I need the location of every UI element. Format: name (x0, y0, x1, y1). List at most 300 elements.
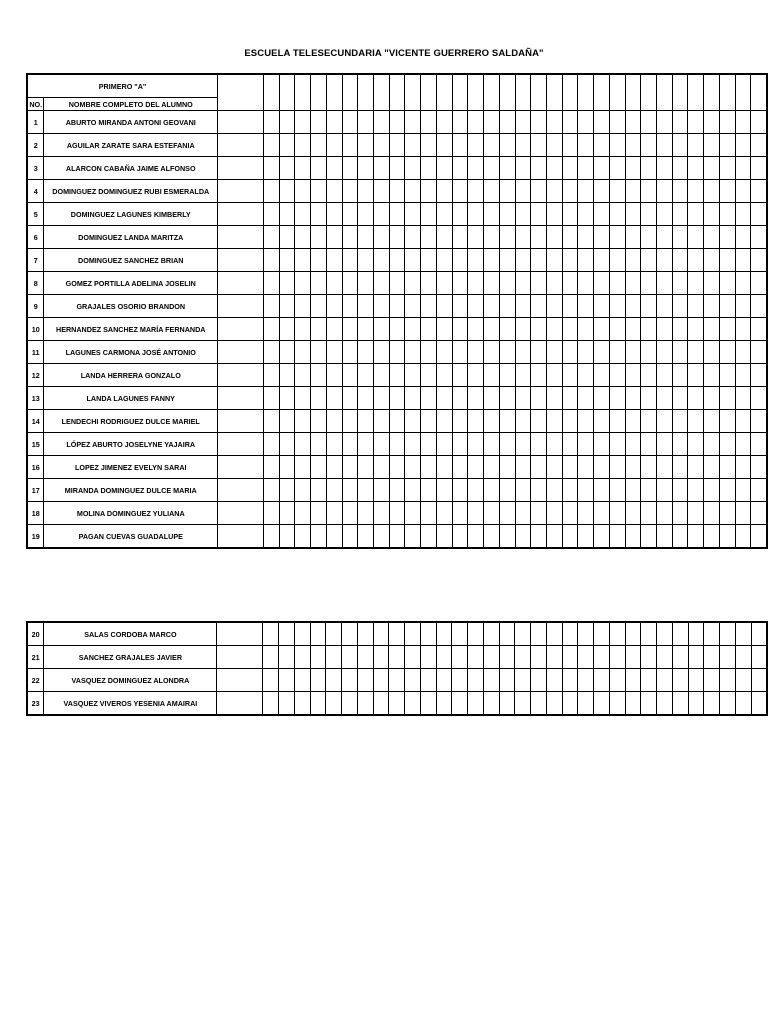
grade-cell[interactable] (483, 622, 499, 646)
grade-cell[interactable] (531, 226, 547, 249)
grade-cell[interactable] (405, 272, 421, 295)
grade-cell[interactable] (735, 203, 751, 226)
blank-header-cell[interactable] (218, 74, 264, 111)
grade-cell[interactable] (499, 364, 515, 387)
grade-cell[interactable] (751, 111, 767, 134)
grade-cell[interactable] (326, 180, 342, 203)
grade-cell[interactable] (609, 295, 625, 318)
grade-cell[interactable] (436, 525, 452, 549)
grade-cell[interactable] (641, 479, 657, 502)
grade-cell[interactable] (641, 646, 657, 669)
grade-cell[interactable] (326, 272, 342, 295)
grade-cell[interactable] (405, 111, 421, 134)
grade-cell[interactable] (468, 502, 484, 525)
grade-cell[interactable] (468, 387, 484, 410)
grade-cell[interactable] (421, 180, 437, 203)
grade-cell[interactable] (468, 646, 484, 669)
grade-cell[interactable] (421, 479, 437, 502)
grade-cell[interactable] (515, 456, 531, 479)
grade-cell[interactable] (751, 180, 767, 203)
grade-cell[interactable] (295, 341, 311, 364)
grade-cell[interactable] (672, 180, 688, 203)
grade-cell[interactable] (311, 272, 327, 295)
grade-cell[interactable] (326, 387, 342, 410)
grade-cell[interactable] (531, 502, 547, 525)
grade-cell[interactable] (405, 341, 421, 364)
grade-cell[interactable] (719, 318, 735, 341)
grade-cell-wide[interactable] (218, 157, 264, 180)
grade-cell[interactable] (468, 111, 484, 134)
grade-cell[interactable] (531, 669, 547, 692)
grade-cell[interactable] (389, 669, 405, 692)
grade-cell[interactable] (373, 646, 389, 669)
grade-cell[interactable] (311, 479, 327, 502)
grade-cell[interactable] (546, 341, 562, 364)
grade-cell[interactable] (672, 387, 688, 410)
grade-cell[interactable] (342, 111, 358, 134)
grade-cell[interactable] (546, 525, 562, 549)
grade-cell[interactable] (594, 180, 610, 203)
grade-cell[interactable] (751, 157, 767, 180)
grade-cell[interactable] (389, 433, 405, 456)
grade-cell[interactable] (656, 157, 672, 180)
grade-cell[interactable] (672, 341, 688, 364)
grade-cell[interactable] (499, 203, 515, 226)
grade-cell-wide[interactable] (218, 134, 264, 157)
grade-cell[interactable] (688, 387, 704, 410)
grade-cell[interactable] (641, 272, 657, 295)
grade-cell[interactable] (735, 249, 751, 272)
grade-cell[interactable] (452, 226, 468, 249)
grade-cell[interactable] (531, 134, 547, 157)
header-blank-cell[interactable] (515, 74, 531, 111)
grade-cell-wide[interactable] (218, 410, 264, 433)
grade-cell[interactable] (468, 249, 484, 272)
grade-cell[interactable] (263, 669, 279, 692)
grade-cell[interactable] (719, 111, 735, 134)
grade-cell[interactable] (264, 203, 280, 226)
grade-cell[interactable] (342, 318, 358, 341)
grade-cell[interactable] (484, 203, 500, 226)
grade-cell[interactable] (295, 157, 311, 180)
grade-cell[interactable] (389, 456, 405, 479)
grade-cell[interactable] (609, 387, 625, 410)
grade-cell[interactable] (704, 433, 720, 456)
grade-cell[interactable] (704, 249, 720, 272)
grade-cell[interactable] (342, 502, 358, 525)
grade-cell[interactable] (389, 157, 405, 180)
grade-cell-wide[interactable] (218, 479, 264, 502)
grade-cell[interactable] (405, 410, 421, 433)
grade-cell[interactable] (326, 669, 342, 692)
grade-cell[interactable] (452, 180, 468, 203)
header-blank-cell[interactable] (578, 74, 594, 111)
grade-cell[interactable] (358, 249, 374, 272)
grade-cell[interactable] (751, 692, 767, 716)
grade-cell[interactable] (484, 479, 500, 502)
grade-cell[interactable] (531, 180, 547, 203)
grade-cell[interactable] (546, 479, 562, 502)
grade-cell[interactable] (578, 180, 594, 203)
grade-cell[interactable] (672, 410, 688, 433)
grade-cell[interactable] (452, 433, 468, 456)
grade-cell[interactable] (358, 502, 374, 525)
grade-cell[interactable] (688, 226, 704, 249)
grade-cell[interactable] (264, 157, 280, 180)
grade-cell[interactable] (484, 387, 500, 410)
grade-cell[interactable] (704, 295, 720, 318)
grade-cell[interactable] (609, 410, 625, 433)
grade-cell[interactable] (358, 479, 374, 502)
grade-cell[interactable] (531, 410, 547, 433)
grade-cell[interactable] (751, 226, 767, 249)
grade-cell[interactable] (656, 433, 672, 456)
grade-cell[interactable] (688, 646, 704, 669)
grade-cell[interactable] (310, 692, 326, 716)
grade-cell[interactable] (704, 646, 720, 669)
grade-cell[interactable] (515, 341, 531, 364)
grade-cell[interactable] (452, 111, 468, 134)
grade-cell-wide[interactable] (218, 502, 264, 525)
grade-cell[interactable] (499, 341, 515, 364)
grade-cell[interactable] (751, 134, 767, 157)
grade-cell[interactable] (688, 364, 704, 387)
grade-cell-wide[interactable] (217, 646, 263, 669)
grade-cell[interactable] (311, 226, 327, 249)
grade-cell[interactable] (389, 387, 405, 410)
grade-cell[interactable] (609, 692, 625, 716)
grade-cell[interactable] (405, 692, 421, 716)
grade-cell[interactable] (452, 479, 468, 502)
grade-cell[interactable] (279, 525, 295, 549)
grade-cell[interactable] (688, 669, 704, 692)
grade-cell[interactable] (373, 692, 389, 716)
grade-cell[interactable] (751, 502, 767, 525)
grade-cell[interactable] (625, 295, 641, 318)
grade-cell[interactable] (342, 249, 358, 272)
grade-cell[interactable] (484, 525, 500, 549)
grade-cell[interactable] (436, 249, 452, 272)
grade-cell[interactable] (279, 318, 295, 341)
header-blank-cell[interactable] (452, 74, 468, 111)
grade-cell[interactable] (452, 692, 468, 716)
grade-cell[interactable] (609, 622, 625, 646)
grade-cell[interactable] (562, 341, 578, 364)
grade-cell[interactable] (578, 479, 594, 502)
grade-cell[interactable] (342, 134, 358, 157)
grade-cell[interactable] (342, 387, 358, 410)
grade-cell[interactable] (751, 410, 767, 433)
grade-cell[interactable] (562, 456, 578, 479)
grade-cell[interactable] (264, 502, 280, 525)
grade-cell[interactable] (562, 433, 578, 456)
grade-cell[interactable] (672, 525, 688, 549)
header-blank-cell[interactable] (389, 74, 405, 111)
grade-cell[interactable] (374, 410, 390, 433)
grade-cell[interactable] (326, 456, 342, 479)
grade-cell[interactable] (578, 341, 594, 364)
grade-cell[interactable] (436, 364, 452, 387)
grade-cell[interactable] (389, 479, 405, 502)
grade-cell[interactable] (358, 157, 374, 180)
grade-cell[interactable] (546, 111, 562, 134)
grade-cell-wide[interactable] (217, 669, 263, 692)
grade-cell[interactable] (374, 134, 390, 157)
grade-cell[interactable] (326, 341, 342, 364)
grade-cell[interactable] (374, 226, 390, 249)
grade-cell[interactable] (484, 502, 500, 525)
grade-cell[interactable] (311, 525, 327, 549)
grade-cell[interactable] (672, 646, 688, 669)
grade-cell[interactable] (735, 226, 751, 249)
grade-cell[interactable] (594, 410, 610, 433)
grade-cell[interactable] (656, 249, 672, 272)
grade-cell[interactable] (672, 364, 688, 387)
grade-cell[interactable] (625, 646, 641, 669)
grade-cell[interactable] (499, 692, 515, 716)
grade-cell-wide[interactable] (218, 295, 264, 318)
grade-cell-wide[interactable] (218, 387, 264, 410)
grade-cell[interactable] (531, 341, 547, 364)
grade-cell[interactable] (264, 249, 280, 272)
grade-cell-wide[interactable] (218, 272, 264, 295)
grade-cell[interactable] (264, 433, 280, 456)
grade-cell[interactable] (421, 203, 437, 226)
grade-cell[interactable] (452, 272, 468, 295)
grade-cell[interactable] (342, 272, 358, 295)
grade-cell[interactable] (625, 226, 641, 249)
header-blank-cell[interactable] (484, 74, 500, 111)
grade-cell[interactable] (609, 502, 625, 525)
grade-cell[interactable] (294, 692, 310, 716)
grade-cell[interactable] (420, 622, 436, 646)
grade-cell[interactable] (704, 387, 720, 410)
grade-cell[interactable] (421, 525, 437, 549)
grade-cell[interactable] (264, 134, 280, 157)
grade-cell[interactable] (421, 456, 437, 479)
grade-cell[interactable] (515, 157, 531, 180)
grade-cell[interactable] (719, 364, 735, 387)
grade-cell[interactable] (499, 502, 515, 525)
grade-cell[interactable] (279, 410, 295, 433)
grade-cell[interactable] (452, 410, 468, 433)
grade-cell[interactable] (421, 410, 437, 433)
grade-cell[interactable] (374, 111, 390, 134)
grade-cell[interactable] (751, 646, 767, 669)
grade-cell[interactable] (374, 249, 390, 272)
grade-cell[interactable] (515, 249, 531, 272)
grade-cell[interactable] (484, 272, 500, 295)
grade-cell[interactable] (609, 134, 625, 157)
grade-cell[interactable] (295, 203, 311, 226)
grade-cell[interactable] (546, 387, 562, 410)
grade-cell[interactable] (279, 180, 295, 203)
grade-cell[interactable] (578, 410, 594, 433)
grade-cell[interactable] (389, 180, 405, 203)
grade-cell[interactable] (562, 669, 578, 692)
grade-cell[interactable] (531, 203, 547, 226)
grade-cell[interactable] (295, 433, 311, 456)
header-blank-cell[interactable] (688, 74, 704, 111)
grade-cell[interactable] (436, 502, 452, 525)
grade-cell[interactable] (358, 433, 374, 456)
grade-cell[interactable] (515, 180, 531, 203)
grade-cell[interactable] (358, 180, 374, 203)
grade-cell[interactable] (374, 479, 390, 502)
grade-cell[interactable] (562, 622, 578, 646)
grade-cell[interactable] (688, 134, 704, 157)
grade-cell[interactable] (531, 622, 547, 646)
grade-cell[interactable] (515, 226, 531, 249)
grade-cell[interactable] (625, 433, 641, 456)
grade-cell[interactable] (484, 111, 500, 134)
grade-cell[interactable] (499, 272, 515, 295)
grade-cell[interactable] (672, 669, 688, 692)
grade-cell[interactable] (310, 669, 326, 692)
grade-cell[interactable] (688, 479, 704, 502)
grade-cell[interactable] (452, 646, 468, 669)
grade-cell[interactable] (421, 111, 437, 134)
grade-cell[interactable] (625, 157, 641, 180)
grade-cell[interactable] (295, 410, 311, 433)
grade-cell[interactable] (468, 272, 484, 295)
grade-cell[interactable] (688, 622, 704, 646)
grade-cell[interactable] (735, 502, 751, 525)
grade-cell[interactable] (578, 111, 594, 134)
header-blank-cell[interactable] (405, 74, 421, 111)
grade-cell[interactable] (342, 226, 358, 249)
grade-cell[interactable] (641, 692, 657, 716)
grade-cell[interactable] (468, 295, 484, 318)
grade-cell[interactable] (735, 318, 751, 341)
grade-cell[interactable] (546, 433, 562, 456)
grade-cell[interactable] (436, 410, 452, 433)
grade-cell[interactable] (436, 622, 452, 646)
grade-cell[interactable] (295, 364, 311, 387)
grade-cell[interactable] (657, 646, 673, 669)
grade-cell[interactable] (719, 479, 735, 502)
grade-cell[interactable] (311, 203, 327, 226)
grade-cell[interactable] (421, 433, 437, 456)
grade-cell[interactable] (295, 295, 311, 318)
grade-cell[interactable] (452, 318, 468, 341)
grade-cell[interactable] (625, 111, 641, 134)
grade-cell[interactable] (452, 502, 468, 525)
header-blank-cell[interactable] (719, 74, 735, 111)
grade-cell[interactable] (389, 249, 405, 272)
grade-cell[interactable] (264, 111, 280, 134)
grade-cell[interactable] (531, 433, 547, 456)
grade-cell[interactable] (704, 525, 720, 549)
grade-cell[interactable] (326, 692, 342, 716)
grade-cell[interactable] (562, 272, 578, 295)
grade-cell[interactable] (295, 111, 311, 134)
grade-cell[interactable] (751, 479, 767, 502)
grade-cell[interactable] (405, 622, 421, 646)
grade-cell[interactable] (374, 318, 390, 341)
grade-cell[interactable] (279, 249, 295, 272)
grade-cell[interactable] (672, 692, 688, 716)
grade-cell[interactable] (515, 479, 531, 502)
grade-cell[interactable] (672, 433, 688, 456)
grade-cell[interactable] (641, 410, 657, 433)
grade-cell[interactable] (546, 692, 562, 716)
grade-cell[interactable] (546, 157, 562, 180)
grade-cell[interactable] (326, 364, 342, 387)
grade-cell[interactable] (420, 669, 436, 692)
grade-cell[interactable] (688, 249, 704, 272)
grade-cell[interactable] (263, 622, 279, 646)
grade-cell[interactable] (720, 692, 736, 716)
grade-cell[interactable] (562, 157, 578, 180)
grade-cell[interactable] (436, 295, 452, 318)
grade-cell[interactable] (656, 180, 672, 203)
grade-cell[interactable] (735, 157, 751, 180)
grade-cell[interactable] (594, 525, 610, 549)
grade-cell[interactable] (358, 295, 374, 318)
grade-cell[interactable] (594, 134, 610, 157)
grade-cell[interactable] (578, 272, 594, 295)
grade-cell[interactable] (719, 502, 735, 525)
grade-cell[interactable] (484, 134, 500, 157)
grade-cell[interactable] (594, 456, 610, 479)
grade-cell[interactable] (342, 341, 358, 364)
grade-cell[interactable] (499, 318, 515, 341)
grade-cell[interactable] (531, 525, 547, 549)
grade-cell[interactable] (531, 646, 547, 669)
grade-cell[interactable] (484, 410, 500, 433)
grade-cell[interactable] (735, 387, 751, 410)
header-blank-cell[interactable] (609, 74, 625, 111)
grade-cell[interactable] (594, 157, 610, 180)
grade-cell[interactable] (656, 134, 672, 157)
grade-cell[interactable] (625, 479, 641, 502)
header-blank-cell[interactable] (751, 74, 767, 111)
grade-cell[interactable] (421, 295, 437, 318)
grade-cell[interactable] (641, 134, 657, 157)
grade-cell[interactable] (625, 364, 641, 387)
grade-cell[interactable] (264, 387, 280, 410)
grade-cell[interactable] (374, 525, 390, 549)
grade-cell[interactable] (546, 249, 562, 272)
grade-cell[interactable] (672, 456, 688, 479)
grade-cell[interactable] (326, 622, 342, 646)
grade-cell[interactable] (405, 134, 421, 157)
grade-cell[interactable] (264, 525, 280, 549)
grade-cell[interactable] (357, 622, 373, 646)
grade-cell[interactable] (294, 669, 310, 692)
grade-cell[interactable] (499, 456, 515, 479)
grade-cell[interactable] (484, 364, 500, 387)
grade-cell[interactable] (374, 456, 390, 479)
grade-cell[interactable] (515, 502, 531, 525)
grade-cell[interactable] (641, 669, 657, 692)
grade-cell[interactable] (515, 111, 531, 134)
grade-cell[interactable] (264, 364, 280, 387)
grade-cell[interactable] (735, 646, 751, 669)
grade-cell[interactable] (578, 692, 594, 716)
grade-cell[interactable] (704, 669, 720, 692)
grade-cell[interactable] (719, 134, 735, 157)
grade-cell[interactable] (735, 479, 751, 502)
grade-cell[interactable] (562, 479, 578, 502)
grade-cell[interactable] (609, 479, 625, 502)
grade-cell[interactable] (326, 249, 342, 272)
grade-cell[interactable] (735, 180, 751, 203)
grade-cell[interactable] (735, 134, 751, 157)
grade-cell[interactable] (405, 203, 421, 226)
grade-cell[interactable] (263, 646, 279, 669)
